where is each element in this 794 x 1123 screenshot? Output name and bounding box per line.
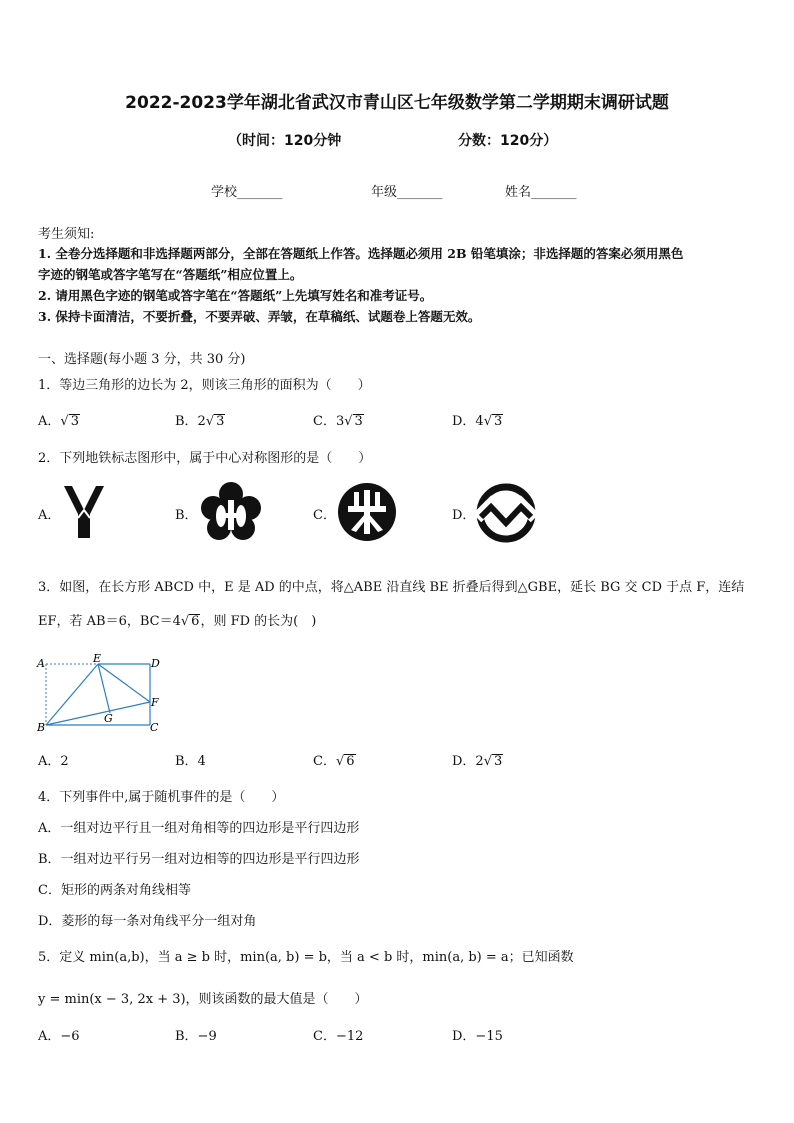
q4-stem: 4．下列事件中,属于随机事件的是（ ） xyxy=(38,790,285,805)
vertex-a-label: A xyxy=(37,657,45,670)
q3-option-c: C．√ 6 xyxy=(313,754,355,769)
q2-stem: 2．下列地铁标志图形中，属于中心对称图形的是（ ） xyxy=(38,451,372,466)
metro-logo-a-icon xyxy=(62,484,106,540)
name-field: 姓名_______ xyxy=(505,185,577,200)
vertex-b-label: B xyxy=(37,721,46,734)
q4-option-b: B．一组对边平行另一组对边相等的四边形是平行四边形 xyxy=(38,852,360,867)
grade-field: 年级_______ xyxy=(371,185,443,200)
vertex-g-label: G xyxy=(104,712,113,725)
q2-option-d-label: D． xyxy=(452,508,476,523)
q3-stem-line-2: EF，若 AB＝6，BC＝4√ 6，则 FD 的长为( ) xyxy=(38,614,317,629)
q4-option-a: A．一组对边平行且一组对角相等的四边形是平行四边形 xyxy=(38,821,360,836)
q5-option-c: C．−12 xyxy=(313,1029,364,1044)
q1-option-b: B．2√ 3 xyxy=(175,414,225,429)
q5-stem-line-1: 5．定义 min(a,b)，当 a ≥ b 时，min(a, b) = b，当 a < b 时，min(a, b) = a；已知函数 xyxy=(38,950,574,965)
q5-option-a: A．−6 xyxy=(38,1029,80,1044)
q4-option-c: C．矩形的两条对角线相等 xyxy=(38,883,191,898)
notice-line-2: 2. 请用黑色字迹的钢笔或答字笔在“答题纸”上先填写姓名和准考证号。 xyxy=(38,288,433,303)
metro-logo-c-icon xyxy=(337,482,397,542)
vertex-f-label: F xyxy=(151,696,159,709)
school-field: 学校_______ xyxy=(211,185,283,200)
q3-option-a: A．2 xyxy=(38,754,69,769)
metro-logo-b-icon xyxy=(199,482,263,542)
q3-option-b: B．4 xyxy=(175,754,206,769)
q1-option-c: C．3√ 3 xyxy=(313,414,363,429)
notice-line-1b: 字迹的钢笔或答字笔写在“答题纸”相应位置上。 xyxy=(38,267,303,282)
q1-stem: 1．等边三角形的边长为 2，则该三角形的面积为（ ） xyxy=(38,378,371,393)
notice-heading: 考生须知: xyxy=(38,227,95,242)
vertex-e-label: E xyxy=(93,652,102,665)
q1-option-d: D．4√ 3 xyxy=(452,414,503,429)
rectangle-figure xyxy=(34,652,164,734)
q3-option-d: D．2√ 3 xyxy=(452,754,503,769)
exam-time: （时间：120分钟 xyxy=(228,133,342,149)
notice-line-1: 1. 全卷分选择题和非选择题两部分，全部在答题纸上作答。选择题必须用 2B 铅笔填涂；非选择题的答案必须用黑色 xyxy=(38,246,684,261)
vertex-c-label: C xyxy=(150,721,159,734)
metro-logo-d-icon xyxy=(475,482,537,544)
section-heading: 一、选择题(每小题 3 分，共 30 分) xyxy=(38,352,246,367)
q5-option-d: D．−15 xyxy=(452,1029,503,1044)
page-title: 2022-2023学年湖北省武汉市青山区七年级数学第二学期期末调研试题 xyxy=(125,93,669,113)
q4-option-d: D．菱形的每一条对角线平分一组对角 xyxy=(38,914,257,929)
vertex-d-label: D xyxy=(151,657,160,670)
q2-option-a-label: A． xyxy=(38,508,61,523)
q3-stem-line-1: 3．如图，在长方形 ABCD 中，E 是 AD 的中点，将△ABE 沿直线 BE 折叠后得到△GBE，延长 BG 交 CD 于点 F，连结 xyxy=(38,580,745,595)
q2-option-c-label: C． xyxy=(313,508,336,523)
q5-option-b: B．−9 xyxy=(175,1029,217,1044)
q2-option-b-label: B． xyxy=(175,508,198,523)
notice-line-3: 3. 保持卡面清洁，不要折叠，不要弄破、弄皱，在草稿纸、试题卷上答题无效。 xyxy=(38,309,481,324)
exam-score: 分数：120分） xyxy=(458,133,558,149)
q5-stem-line-2: y = min(x − 3, 2x + 3)，则该函数的最大值是（ ） xyxy=(38,992,368,1007)
q1-option-a: A．√ 3 xyxy=(38,414,79,429)
